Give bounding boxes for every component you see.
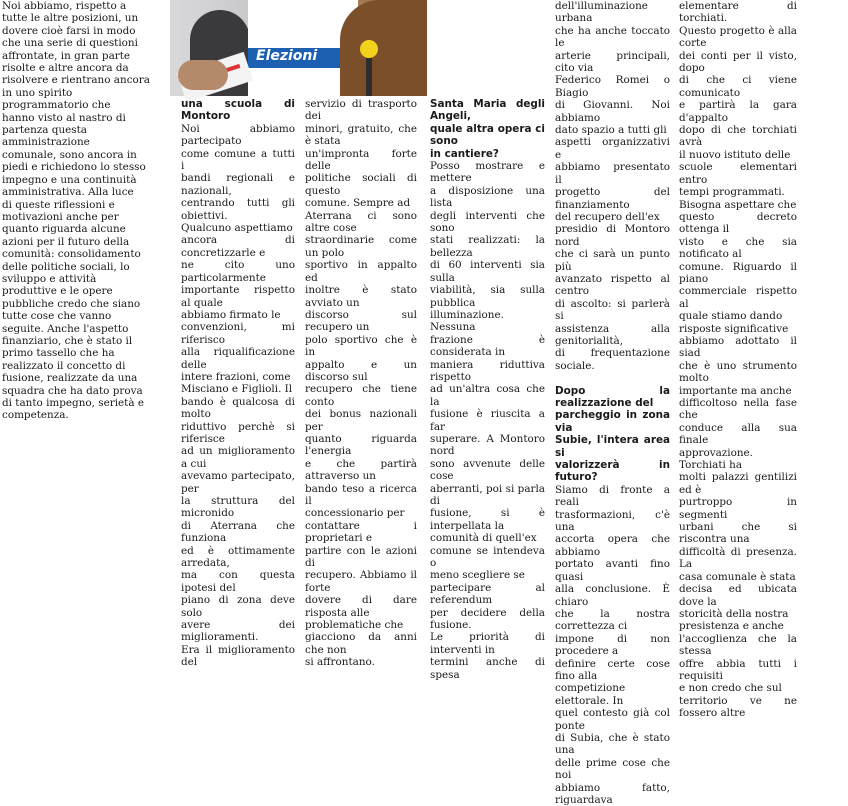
text-line: portato avanti fino quasi — [555, 558, 670, 583]
text-line: degli interventi che sono — [430, 209, 545, 235]
text-line: realizzato il concetto di — [2, 359, 126, 372]
text-line: aspetti organizzativi e — [555, 136, 670, 161]
text-line: che ci sarà un punto più — [555, 248, 670, 273]
text-line: intere frazioni, come — [181, 370, 291, 383]
text-line: trasformazioni, c'è una — [555, 508, 670, 534]
text-line: viabilità, sia sulla pubblica — [430, 284, 545, 309]
text-line: sportivo in appalto ed — [305, 259, 417, 284]
text-line: ed è ottimamente arredata, — [181, 544, 295, 570]
text-line: aberranti, poi si parla di — [430, 482, 545, 507]
text-line: competizione elettorale. In — [555, 682, 626, 707]
text-line: a disposizione una lista — [430, 184, 545, 210]
text-line: fusione, si è interpellata la — [430, 507, 545, 532]
text-line: programmatorio che — [2, 99, 111, 112]
text-line: per decidere della fusione. — [430, 606, 545, 632]
text-line: storicità della nostra — [679, 607, 789, 620]
text-line: quanto riguarda alcune — [2, 223, 126, 236]
text-line: quel contesto già col ponte — [555, 707, 670, 732]
text-line: abbiamo firmato le — [181, 308, 281, 321]
text-line: di queste riflessioni e — [2, 198, 115, 211]
text-line: che la nostra correttezza ci — [555, 607, 670, 633]
text-line: comunale, sono ancora in — [2, 148, 137, 161]
text-line: di Aterrana che funziona — [181, 519, 295, 545]
text-line: riduttivo perchè si riferisce — [181, 420, 295, 445]
text-line: delle politiche sociali, lo — [2, 260, 130, 273]
text-line: quale altra opera ci sono — [430, 122, 545, 148]
text-line: comune. Riguardo il piano — [679, 260, 797, 285]
text-line: di Subia, che è stato una — [555, 731, 670, 757]
text-line: importante rispetto al quale — [181, 284, 295, 309]
text-line: risolvere e rientrano ancora — [2, 74, 150, 87]
text-line: avanzato rispetto al centro — [555, 272, 670, 298]
text-line: politiche sociali di questo — [305, 172, 417, 197]
text-line: straordinarie come un polo — [305, 234, 417, 259]
text-line: competenza. — [2, 409, 69, 422]
text-line: Santa Maria degli Angeli, — [430, 98, 545, 123]
text-line: Dopo la realizzazione del — [555, 384, 670, 409]
text-line: la struttura del micronido — [181, 495, 295, 520]
text-line: Federico Romei o Biagio — [555, 74, 670, 99]
text-line: azioni per il futuro della — [2, 235, 130, 248]
text-line: concessionario per — [305, 507, 405, 520]
text-line: comune se intendeva o — [430, 544, 545, 570]
text-line: conduce alla sua finale — [679, 421, 797, 447]
text-line: molti palazzi gentilizi ed è — [679, 471, 797, 496]
text-line: produttive e le opere — [2, 285, 113, 298]
text-line: Noi abbiamo partecipato — [181, 122, 295, 148]
text-line: sviluppo e attività — [2, 272, 97, 285]
text-line: di Giovanni. Noi abbiamo — [555, 99, 670, 124]
text-line: superare. A Montoro nord — [430, 432, 545, 458]
text-line: impegno e una continuità — [2, 173, 137, 186]
text-line: dei bonus nazionali per — [305, 408, 417, 433]
text-line: ancora di concretizzarle e — [181, 234, 295, 259]
text-line: termini anche di spesa — [430, 656, 545, 681]
text-line: convenzioni, mi riferisco — [181, 321, 295, 346]
text-line: ad un'altra cosa che la — [430, 383, 545, 408]
text-line: il nuovo istituto delle — [679, 148, 791, 161]
text-line: Bisogna aspettare che — [679, 198, 797, 211]
text-line: una scuola di Montoro — [181, 98, 295, 123]
text-line: Qualcuno aspettiamo — [181, 222, 293, 235]
text-line: contattare i proprietari e — [305, 519, 417, 545]
text-line: impone di non procedere a — [555, 632, 670, 658]
text-line: urbani che si riscontra una — [679, 521, 797, 546]
text-line: Subie, l'intera area si — [555, 434, 670, 459]
text-line: e che partirà attraverso un — [305, 457, 417, 483]
text-line: dovere di dare risposta alle — [305, 594, 417, 619]
column-3 — [305, 98, 417, 669]
text-line: dopo di che torchiati avrà — [679, 124, 797, 149]
text-line: delle prime cose che noi — [555, 756, 670, 782]
text-line: piedi e richiedono lo stesso — [2, 161, 146, 174]
text-line: che ha anche toccato le — [555, 24, 670, 50]
text-line: purtroppo in segmenti — [679, 496, 797, 521]
text-line: recupero. Abbiamo il forte — [305, 569, 417, 594]
text-line: alla conclusione. È chiaro — [555, 583, 670, 608]
hand — [178, 60, 228, 90]
text-line: pubbliche credo che siano — [2, 297, 141, 310]
text-line: dell'illuminazione urbana — [555, 0, 648, 25]
text-line: abbiamo presentato il — [555, 161, 670, 186]
text-line: risolte e altre ancora da — [2, 62, 129, 75]
text-line: l'accoglienza che la stessa — [679, 632, 797, 658]
text-line: piano di zona deve solo — [181, 594, 295, 619]
text-line: meno scegliere se — [430, 569, 525, 582]
person-right — [340, 0, 427, 96]
text-line: di che ci viene comunicato — [679, 74, 797, 99]
text-line: ma con questa ipotesi del — [181, 569, 295, 594]
text-line: Posso mostrare e mettere — [430, 160, 545, 185]
text-line: in cantiere? — [430, 147, 499, 160]
text-line: difficoltà di presenza. La — [679, 545, 797, 571]
text-line: decisa ed ubicata dove la — [679, 583, 797, 608]
text-line: appalto e un discorso sul — [305, 358, 417, 383]
text-line: inoltre è stato avviato un — [305, 284, 417, 309]
text-line: di ascolto: si parlerà si — [555, 297, 670, 323]
text-line: del recupero dell'ex — [555, 210, 660, 223]
text-line: ne cito uno particolarmente — [181, 259, 295, 284]
text-line: dei conti per il visto, dopo — [679, 49, 797, 75]
text-line: bando teso a ricerca il — [305, 482, 417, 507]
text-line: parcheggio in zona via — [555, 409, 670, 434]
text-line: Questo progetto è alla corte — [679, 24, 797, 50]
text-line: tutte le altre posizioni, un — [2, 12, 139, 25]
text-line: recupero che tiene conto — [305, 383, 417, 408]
column-6 — [679, 0, 797, 720]
column-2 — [181, 98, 295, 669]
text-line: di 60 interventi sia sulla — [430, 259, 545, 284]
text-line: servizio di trasporto dei — [305, 98, 417, 123]
text-line: ad un miglioramento a cui — [181, 445, 295, 470]
text-line: abbiamo adottato il siad — [679, 334, 797, 360]
text-line: territorio ve ne fossero altre — [679, 694, 797, 720]
text-line: commerciale rispetto al — [679, 285, 797, 310]
text-line: definire certe cose fino alla — [555, 657, 670, 682]
text-line: fusione, realizzate da una — [2, 372, 138, 385]
text-line: quanto riguarda l'energia — [305, 432, 417, 458]
text-line: seguite. Anche l'aspetto — [2, 322, 129, 335]
text-line: Era il miglioramento del — [181, 643, 295, 669]
text-line: dato spazio a tutti gli — [555, 124, 667, 137]
text-line: comune. Sempre ad — [305, 197, 411, 210]
column-5 — [555, 0, 670, 806]
text-line: alla riqualificazione delle — [181, 346, 295, 371]
text-line: sono avvenute delle cose — [430, 457, 545, 483]
text-line: visto e che sia notificato al — [679, 235, 797, 261]
text-line: Misciano e Figlioli. Il — [181, 383, 293, 396]
microphone-stand — [366, 58, 372, 96]
text-line: illuminazione. Nessuna — [430, 308, 504, 334]
text-line: un'impronta forte delle — [305, 147, 417, 173]
text-line: comunità: consolidamento — [2, 248, 141, 261]
text-line: progetto del finanziamento — [555, 186, 670, 211]
article-photo — [170, 0, 427, 96]
text-line: tutte cose che vanno — [2, 310, 112, 323]
text-line: partenza questa — [2, 124, 87, 137]
text-line: centrando tutti gli obiettivi. — [181, 197, 295, 222]
text-line: finanziario, che è stato il — [2, 334, 133, 347]
text-line: amministrazione — [2, 136, 90, 149]
text-line: che una serie di questioni — [2, 37, 138, 50]
text-line: valorizzerà in futuro? — [555, 459, 670, 484]
text-line: discorso sul recupero un — [305, 308, 417, 334]
text-line: in uno spirito — [2, 86, 73, 99]
text-line: polo sportivo che è in — [305, 333, 417, 359]
column-4 — [430, 98, 545, 681]
text-line: di frequentazione sociale. — [555, 347, 670, 372]
text-line: bando è qualcosa di molto — [181, 395, 295, 421]
text-line: comunità di quell'ex — [430, 532, 537, 545]
text-line: e non credo che sul — [679, 682, 782, 695]
text-line: assistenza alla genitorialità, — [555, 322, 670, 347]
text-line: risposte significative — [679, 322, 789, 335]
text-line: squadra che ha dato prova — [2, 384, 143, 397]
microphone-icon — [360, 40, 378, 58]
text-line: Siamo di fronte a reali — [555, 483, 670, 509]
text-line: difficoltoso nella fase che — [679, 397, 797, 422]
text-line: Le priorità di interventi in — [430, 631, 545, 656]
text-line: presidio di Montoro nord — [555, 223, 670, 248]
text-line: avevamo partecipato, per — [181, 470, 295, 495]
text-line: primo tassello che ha — [2, 347, 115, 360]
text-line: casa comunale è stata — [679, 570, 796, 583]
text-line: dovere cioè farsi in modo — [2, 24, 136, 37]
text-line: si affrontano. — [305, 656, 375, 669]
text-line: frazione è considerata in — [430, 333, 545, 359]
text-line: fusione è riuscita a far — [430, 408, 545, 433]
text-line: partecipare al referendum — [430, 581, 545, 607]
text-line: come comune a tutti i — [181, 147, 295, 173]
text-line: offre abbia tutti i requisiti — [679, 657, 797, 682]
text-line: partire con le azioni di — [305, 544, 417, 570]
text-line: elementare di torchiati. — [679, 0, 797, 25]
text-line: minori, gratuito, che è stata — [305, 122, 417, 148]
text-line: approvazione. Torchiati ha — [679, 446, 753, 472]
text-line: tempi programmati. — [679, 186, 785, 199]
text-line: quale stiamo dando — [679, 310, 783, 323]
text-line: accorta opera che abbiamo — [555, 533, 670, 558]
text-line: Aterrana ci sono altre cose — [305, 209, 417, 235]
text-line: e partirà la gara d'appalto — [679, 99, 797, 124]
text-line: presistenza e anche — [679, 620, 784, 633]
text-line: motivazioni anche per — [2, 210, 119, 223]
poster-band-text: Elezioni — [256, 48, 318, 64]
text-line: scuole elementari entro — [679, 161, 797, 186]
text-line: hanno visto al nastro di — [2, 111, 126, 124]
text-line: Noi abbiamo, rispetto a — [2, 0, 127, 12]
text-line: bandi regionali e nazionali, — [181, 172, 295, 197]
text-line: amministrativa. Alla luce — [2, 186, 134, 199]
text-line: avere dei miglioramenti. — [181, 619, 295, 644]
text-line: questo decreto ottenga il — [679, 210, 797, 236]
column-1 — [2, 0, 168, 422]
text-line: maniera riduttiva rispetto — [430, 358, 545, 383]
text-line: di tanto impegno, serietà e — [2, 397, 144, 409]
text-line: affrontate, in gran parte — [2, 49, 131, 62]
text-line: problematiche che — [305, 619, 404, 632]
text-line: stati realizzati: la bellezza — [430, 234, 545, 259]
text-line: giacciono da anni che non — [305, 631, 417, 656]
text-line: abbiamo fatto, riguardava — [555, 781, 670, 806]
text-line — [555, 372, 670, 384]
text-line: arterie principali, cito via — [555, 49, 670, 75]
text-line: importante ma anche — [679, 384, 792, 397]
text-line: che è uno strumento molto — [679, 359, 797, 385]
